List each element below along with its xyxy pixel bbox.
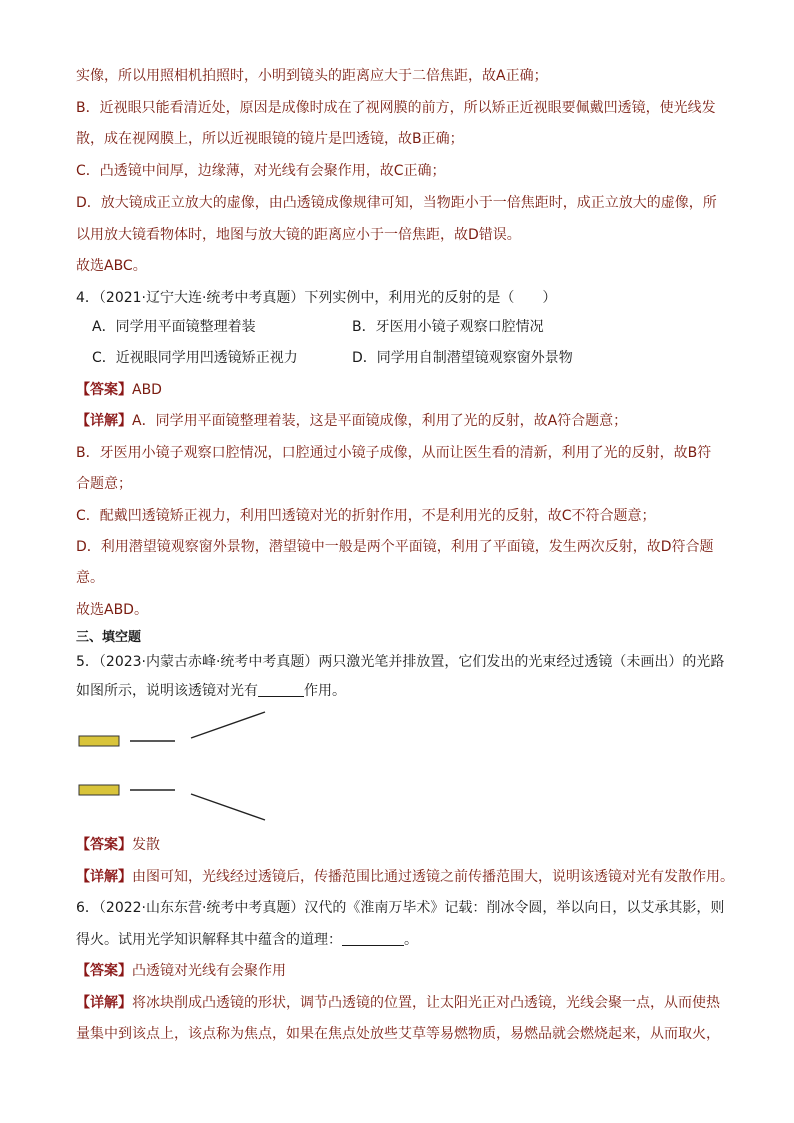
q3-explanation-continued: 实像，所以用照相机拍照时，小明到镜头的距离应大于二倍焦距，故A正确；	[76, 68, 548, 84]
detail-tag: 【详解】	[76, 869, 132, 885]
q5-stem-text-b: 作用。	[304, 683, 346, 699]
q4-choice-summary: 故选ABD。	[76, 602, 148, 618]
laser-pointer-bottom	[79, 785, 119, 795]
q6-answer-line	[76, 961, 286, 981]
q5-answer-line	[76, 835, 160, 855]
q3-explanation-d-line2: 以用放大镜看物体时，地图与放大镜的距离应小于一倍焦距，故D错误。	[76, 227, 521, 243]
q4-option-d: D．同学用自制潜望镜观察窗外景物	[352, 350, 573, 366]
q5-detail: 由图可知，光线经过透镜后，传播范围比通过透镜之前传播范围大，说明该透镜对光有发散作用。	[132, 869, 734, 885]
q6-detail-part1: 将冰块削成凸透镜的形状，调节凸透镜的位置，让太阳光正对凸透镜，光线会聚一点，从而使热	[132, 995, 720, 1011]
beam-top-refracted	[191, 712, 265, 738]
answer-tag: 【答案】	[76, 837, 132, 853]
q6-stem-text-a: 得火。试用光学知识解释其中蕴含的道理：	[76, 932, 342, 948]
q5-answer: 发散	[132, 837, 160, 853]
answer-tag: 【答案】	[76, 382, 132, 398]
q6-stem-text-b: 。	[404, 932, 418, 948]
q4-answer: ABD	[132, 382, 162, 398]
q3-explanation-c: C．凸透镜中间厚，边缘薄，对光线有会聚作用，故C正确；	[76, 163, 446, 179]
laser-pointer-top	[79, 736, 119, 746]
q6-detail-line1	[76, 993, 720, 1013]
q4-option-b: B．牙医用小镜子观察口腔情况	[352, 319, 544, 335]
q6-stem-line1: 6．（2022·山东东营·统考中考真题）汉代的《淮南万毕术》记载：削冰令圆，举以向日，以艾承其影，则	[76, 900, 725, 916]
q4-option-c: C．近视眼同学用凹透镜矫正视力	[92, 350, 298, 366]
q4-detail-b-line1: B．牙医用小镜子观察口腔情况，口腔通过小镜子成像，从而让医生看的清新，利用了光的反射，故B符	[76, 445, 712, 461]
q6-answer: 凸透镜对光线有会聚作用	[132, 963, 286, 979]
detail-tag: 【详解】	[76, 413, 132, 429]
beam-bottom-refracted	[191, 794, 265, 820]
q5-detail-line	[76, 867, 734, 887]
q6-answer-blank	[342, 931, 404, 946]
q3-choice-summary: 故选ABC。	[76, 258, 147, 274]
q3-explanation-d-line1: D．放大镜成正立放大的虚像，由凸透镜成像规律可知，当物距小于一倍焦距时，成正立放大的虚像，所	[76, 195, 717, 211]
q3-explanation-b-line2: 散，成在视网膜上，所以近视眼镜的镜片是凹透镜，故B正确；	[76, 131, 464, 147]
q4-detail-a: A．同学用平面镜整理着装，这是平面镜成像，利用了光的反射，故A符合题意；	[132, 413, 628, 429]
q5-stem-line1: 5．（2023·内蒙古赤峰·统考中考真题）两只激光笔并排放置，它们发出的光束经过透镜（未画出）的光路	[76, 654, 725, 670]
q5-stem-text-a: 如图所示，说明该透镜对光有	[76, 683, 258, 699]
detail-tag: 【详解】	[76, 995, 132, 1011]
q4-detail-d-line1: D．利用潜望镜观察窗外景物，潜望镜中一般是两个平面镜，利用了平面镜，发生两次反射，故D符合题	[76, 539, 714, 555]
q6-stem-line2	[76, 930, 418, 950]
section-heading: 三、填空题	[76, 630, 142, 645]
q3-explanation-b-line1: B．近视眼只能看清近处，原因是成像时成在了视网膜的前方，所以矫正近视眼要佩戴凹透镜，使光线发	[76, 100, 716, 116]
q4-detail-b-line2: 合题意；	[76, 476, 132, 492]
q4-stem: 4．（2021·辽宁大连·统考中考真题）下列实例中，利用光的反射的是（ ）	[76, 290, 557, 306]
q4-option-a: A．同学用平面镜整理着装	[92, 319, 256, 335]
q6-detail-line2: 量集中到该点上，该点称为焦点，如果在焦点处放些艾草等易燃物质，易燃品就会燃烧起来，从而取火，	[76, 1026, 720, 1042]
q4-detail-d-line2: 意。	[76, 570, 104, 586]
answer-tag: 【答案】	[76, 963, 132, 979]
q4-detail-c: C．配戴凹透镜矫正视力，利用凹透镜对光的折射作用，不是利用光的反射，故C不符合题意；	[76, 508, 656, 524]
